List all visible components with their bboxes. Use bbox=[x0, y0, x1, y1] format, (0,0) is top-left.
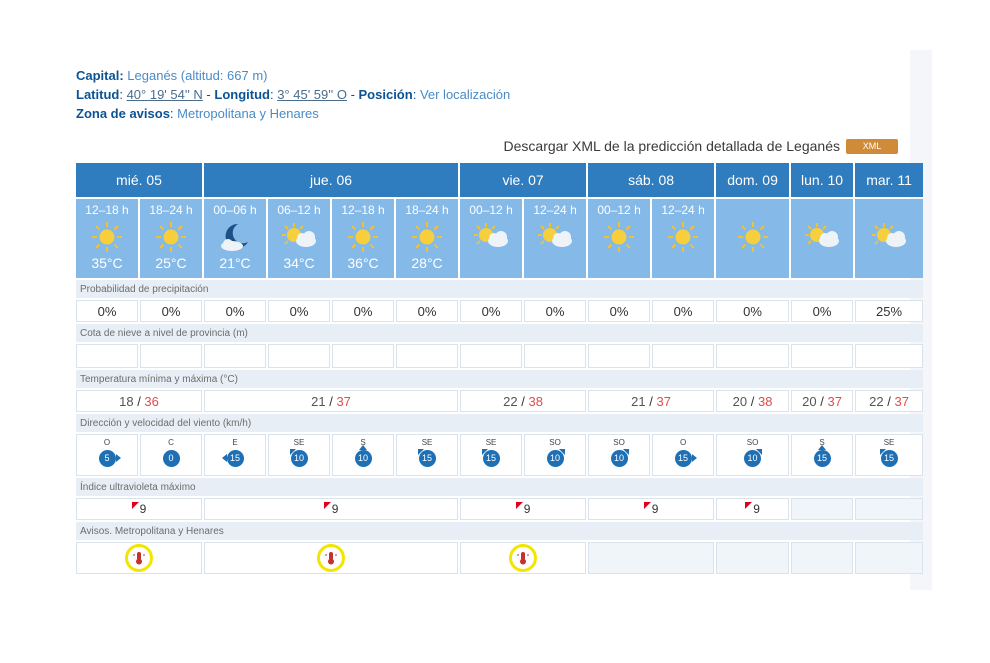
wind-cell bbox=[588, 434, 650, 476]
wind-speed-badge: 15 bbox=[814, 450, 831, 467]
uv-cell: 9 bbox=[204, 498, 458, 520]
wind-arrow-icon bbox=[692, 454, 697, 462]
precip-label: Probabilidad de precipitación bbox=[76, 280, 923, 298]
aviso-cell bbox=[855, 542, 923, 574]
period-temp: 35°C bbox=[91, 255, 123, 271]
period-hours bbox=[716, 203, 789, 217]
precip-cell: 0% bbox=[524, 300, 586, 322]
snow-label-row bbox=[76, 324, 923, 342]
capital-line bbox=[76, 66, 510, 85]
day-header: sáb. 08 bbox=[588, 163, 714, 197]
wind-arrow-icon bbox=[116, 454, 121, 462]
wind-cell bbox=[460, 434, 522, 476]
heat-warning-icon[interactable] bbox=[317, 544, 345, 572]
location-info bbox=[76, 66, 510, 123]
snow-cell bbox=[855, 344, 923, 368]
snow-cell bbox=[332, 344, 394, 368]
period-cell bbox=[396, 199, 458, 278]
uv-flag-icon bbox=[516, 502, 523, 509]
sun-icon bbox=[652, 219, 714, 255]
period-cell bbox=[652, 199, 714, 278]
wind-cell bbox=[204, 434, 266, 476]
zona-label: Zona de avisos bbox=[76, 106, 170, 121]
wind-arrow-icon bbox=[880, 449, 886, 455]
snow-cell bbox=[76, 344, 138, 368]
wind-arrow-icon bbox=[359, 445, 367, 450]
temp-cell: 21 / 37 bbox=[588, 390, 714, 412]
period-cell bbox=[140, 199, 202, 278]
uv-label: Índice ultravioleta máximo bbox=[76, 478, 923, 496]
precip-cell: 25% bbox=[855, 300, 923, 322]
moon-icon bbox=[204, 219, 266, 255]
zona-value: Metropolitana y Henares bbox=[177, 106, 319, 121]
wind-label: Dirección y velocidad del viento (km/h) bbox=[76, 414, 923, 432]
period-cell bbox=[204, 199, 266, 278]
snow-cell bbox=[396, 344, 458, 368]
wind-cell bbox=[524, 434, 586, 476]
temp-cell: 20 / 38 bbox=[716, 390, 789, 412]
wind-direction: SO bbox=[613, 438, 625, 447]
wind-cell bbox=[76, 434, 138, 476]
snow-cell bbox=[524, 344, 586, 368]
uv-cell: 9 bbox=[716, 498, 789, 520]
wind-direction: O bbox=[103, 438, 111, 447]
temp-cell: 22 / 37 bbox=[855, 390, 923, 412]
uv-flag-icon bbox=[644, 502, 651, 509]
capital-value: Leganés (altitud: 667 m) bbox=[127, 68, 268, 83]
aviso-cell bbox=[588, 542, 714, 574]
wind-speed-badge: 10 bbox=[744, 450, 761, 467]
precip-cell: 0% bbox=[204, 300, 266, 322]
precip-cell: 0% bbox=[460, 300, 522, 322]
period-temp: 36°C bbox=[347, 255, 379, 271]
wind-direction: SE bbox=[293, 438, 305, 447]
period-hours: 12–24 h bbox=[533, 203, 577, 217]
wind-direction: SE bbox=[485, 438, 497, 447]
days-row bbox=[76, 163, 923, 197]
snow-cell bbox=[268, 344, 330, 368]
uv-cell bbox=[791, 498, 853, 520]
day-header: dom. 09 bbox=[716, 163, 789, 197]
period-cell bbox=[268, 199, 330, 278]
wind-cell bbox=[855, 434, 923, 476]
aviso-cell bbox=[791, 542, 853, 574]
precip-cell: 0% bbox=[332, 300, 394, 322]
snow-cell bbox=[716, 344, 789, 368]
wind-arrow-icon bbox=[222, 454, 227, 462]
forecast-table bbox=[74, 161, 925, 576]
period-hours bbox=[791, 203, 853, 217]
sun-cloud-icon bbox=[460, 219, 522, 255]
wind-direction: E bbox=[232, 438, 238, 447]
heat-warning-icon[interactable] bbox=[125, 544, 153, 572]
uv-flag-icon bbox=[324, 502, 331, 509]
wind-direction: S bbox=[819, 438, 825, 447]
wind-arrow-icon bbox=[418, 449, 424, 455]
sun-cloud-icon bbox=[524, 219, 586, 255]
wind-direction: S bbox=[360, 438, 366, 447]
sun-icon bbox=[716, 219, 789, 255]
heat-warning-icon[interactable] bbox=[509, 544, 537, 572]
period-cell bbox=[76, 199, 138, 278]
wind-speed-badge: 10 bbox=[291, 450, 308, 467]
wind-direction: O bbox=[679, 438, 687, 447]
period-hours bbox=[855, 203, 923, 217]
period-hours: 00–12 h bbox=[597, 203, 641, 217]
temp-cell: 22 / 38 bbox=[460, 390, 586, 412]
wind-speed-badge: 15 bbox=[227, 450, 244, 467]
precip-label-row bbox=[76, 280, 923, 298]
zona-line: Zona de avisos: Metropolitana y Henares bbox=[76, 106, 319, 121]
periods-row bbox=[76, 199, 923, 278]
period-temp: 34°C bbox=[283, 255, 315, 271]
wind-speed-badge: 10 bbox=[547, 450, 564, 467]
snow-cell bbox=[204, 344, 266, 368]
period-hours: 00–12 h bbox=[469, 203, 513, 217]
wind-direction: SO bbox=[746, 438, 759, 447]
sun-icon bbox=[396, 219, 458, 255]
wind-arrow-icon bbox=[559, 449, 565, 455]
precip-cell: 0% bbox=[140, 300, 202, 322]
day-header: mié. 05 bbox=[76, 163, 202, 197]
uv-flag-icon bbox=[745, 502, 752, 509]
sun-icon bbox=[140, 219, 202, 255]
sun-icon bbox=[76, 219, 138, 255]
uv-cell: 9 bbox=[588, 498, 714, 520]
sun-icon bbox=[332, 219, 394, 255]
uv-label-row bbox=[76, 478, 923, 496]
period-temp: 28°C bbox=[411, 255, 443, 271]
period-cell bbox=[716, 199, 789, 278]
temp-label-row bbox=[76, 370, 923, 388]
period-cell bbox=[588, 199, 650, 278]
temp-row bbox=[76, 390, 923, 412]
sun-cloud-icon bbox=[268, 219, 330, 255]
period-cell bbox=[332, 199, 394, 278]
wind-cell bbox=[268, 434, 330, 476]
wind-cell bbox=[396, 434, 458, 476]
wind-arrow-icon bbox=[290, 449, 296, 455]
lon-label: Longitud bbox=[214, 87, 270, 102]
sun-cloud-icon bbox=[855, 219, 923, 255]
wind-cell bbox=[332, 434, 394, 476]
snow-cell bbox=[140, 344, 202, 368]
lat-label: Latitud bbox=[76, 87, 120, 102]
snow-cell bbox=[588, 344, 650, 368]
period-temp: 21°C bbox=[219, 255, 251, 271]
precip-cell: 0% bbox=[716, 300, 789, 322]
avisos-row bbox=[76, 542, 923, 574]
aviso-cell bbox=[460, 542, 586, 574]
wind-arrow-icon bbox=[818, 445, 826, 450]
wind-speed-badge: 15 bbox=[419, 450, 436, 467]
aviso-cell bbox=[76, 542, 202, 574]
uv-flag-icon bbox=[132, 502, 139, 509]
wind-direction: SE bbox=[421, 438, 433, 447]
period-hours: 12–24 h bbox=[661, 203, 705, 217]
precip-cell: 0% bbox=[76, 300, 138, 322]
aviso-cell bbox=[716, 542, 789, 574]
avisos-label-row bbox=[76, 522, 923, 540]
snow-cell bbox=[460, 344, 522, 368]
xml-button[interactable]: XML bbox=[846, 139, 898, 154]
period-hours: 12–18 h bbox=[85, 203, 129, 217]
period-cell bbox=[524, 199, 586, 278]
uv-cell: 9 bbox=[460, 498, 586, 520]
sun-icon bbox=[588, 219, 650, 255]
avisos-label: Avisos. Metropolitana y Henares bbox=[76, 522, 923, 540]
ver-localizacion-link[interactable]: Ver localización bbox=[419, 87, 511, 102]
period-hours: 18–24 h bbox=[405, 203, 449, 217]
period-hours: 18–24 h bbox=[149, 203, 193, 217]
uv-cell: 9 bbox=[76, 498, 202, 520]
wind-cell bbox=[140, 434, 202, 476]
precip-cell: 0% bbox=[396, 300, 458, 322]
temp-cell: 18 / 36 bbox=[76, 390, 202, 412]
period-hours: 12–18 h bbox=[341, 203, 385, 217]
day-header: lun. 10 bbox=[791, 163, 853, 197]
wind-direction: SE bbox=[883, 438, 895, 447]
wind-speed-badge: 15 bbox=[675, 450, 692, 467]
wind-arrow-icon bbox=[623, 449, 629, 455]
precip-cell: 0% bbox=[652, 300, 714, 322]
capital-label: Capital: bbox=[76, 68, 124, 83]
wind-direction: C bbox=[168, 438, 174, 447]
wind-speed-badge: 10 bbox=[611, 450, 628, 467]
pos-label: Posición bbox=[358, 87, 413, 102]
period-temp: 25°C bbox=[155, 255, 187, 271]
precip-cell: 0% bbox=[588, 300, 650, 322]
day-header: mar. 11 bbox=[855, 163, 923, 197]
wind-row bbox=[76, 434, 923, 476]
temp-label: Temperatura mínima y máxima (°C) bbox=[76, 370, 923, 388]
xml-download-text[interactable]: Descargar XML de la predicción detallada de Leganés bbox=[503, 138, 840, 154]
coords-line: Latitud: 40° 19' 54'' N - Longitud: 3° 45' 59'' O - Posición: Ver localización bbox=[76, 87, 511, 102]
uv-row bbox=[76, 498, 923, 520]
uv-cell bbox=[855, 498, 923, 520]
period-cell bbox=[460, 199, 522, 278]
aviso-cell bbox=[204, 542, 458, 574]
temp-cell: 20 / 37 bbox=[791, 390, 853, 412]
day-header: vie. 07 bbox=[460, 163, 586, 197]
precip-row bbox=[76, 300, 923, 322]
snow-cell bbox=[791, 344, 853, 368]
wind-cell bbox=[652, 434, 714, 476]
wind-arrow-icon bbox=[756, 449, 762, 455]
precip-cell: 0% bbox=[791, 300, 853, 322]
wind-arrow-icon bbox=[482, 449, 488, 455]
period-hours: 06–12 h bbox=[277, 203, 321, 217]
wind-cell bbox=[791, 434, 853, 476]
period-hours: 00–06 h bbox=[213, 203, 257, 217]
precip-cell: 0% bbox=[268, 300, 330, 322]
lon-value[interactable]: 3° 45' 59'' O bbox=[277, 87, 347, 102]
wind-label-row bbox=[76, 414, 923, 432]
xml-download bbox=[504, 138, 898, 154]
snow-row bbox=[76, 344, 923, 368]
temp-cell: 21 / 37 bbox=[204, 390, 458, 412]
wind-speed-badge: 5 bbox=[99, 450, 116, 467]
lat-value[interactable]: 40° 19' 54'' N bbox=[126, 87, 203, 102]
day-header: jue. 06 bbox=[204, 163, 458, 197]
wind-speed-badge: 15 bbox=[483, 450, 500, 467]
wind-speed-badge: 0 bbox=[163, 450, 180, 467]
wind-speed-badge: 10 bbox=[355, 450, 372, 467]
snow-label: Cota de nieve a nivel de provincia (m) bbox=[76, 324, 923, 342]
snow-cell bbox=[652, 344, 714, 368]
wind-speed-badge: 15 bbox=[881, 450, 898, 467]
wind-cell bbox=[716, 434, 789, 476]
sun-cloud-icon bbox=[791, 219, 853, 255]
wind-direction: SO bbox=[549, 438, 561, 447]
period-cell bbox=[791, 199, 853, 278]
period-cell bbox=[855, 199, 923, 278]
